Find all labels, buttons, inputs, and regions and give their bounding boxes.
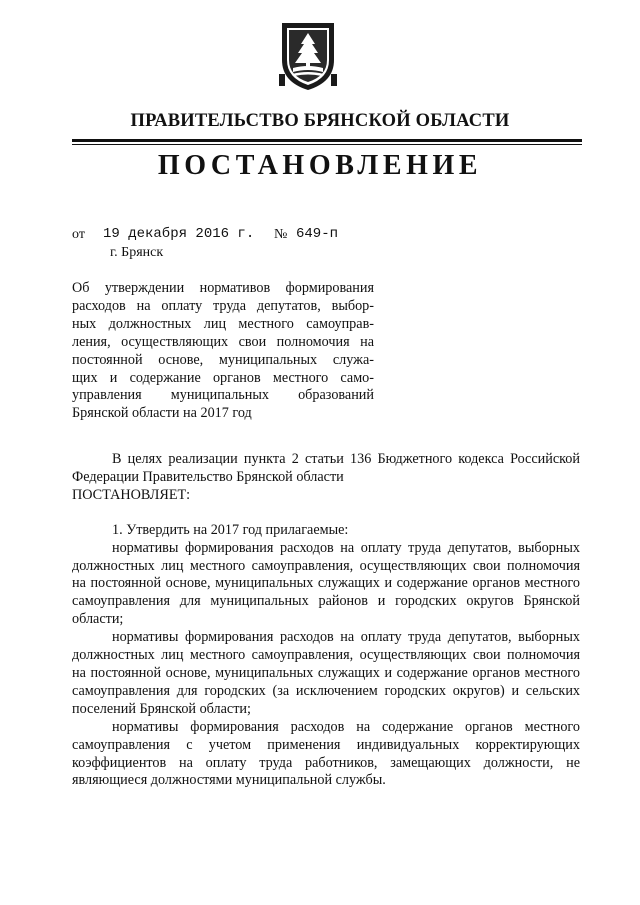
resolves-keyword: ПОСТАНОВЛЯЕТ: (72, 486, 191, 503)
document-body (72, 451, 580, 790)
preamble-paragraph: В целях реализации пункта 2 статьи 136 Бюджетного кодекса Российской Федерации Правительство Брянской области (72, 451, 580, 485)
subject-line: управления муниципальных образований (72, 387, 374, 404)
document-subject (72, 280, 374, 423)
subject-line: Об утверждении нормативов формирования (72, 280, 374, 296)
subject-line: Брянской области на 2017 год (72, 405, 252, 422)
header-rule-thick (72, 139, 582, 142)
document-city: г. Брянск (110, 245, 164, 260)
norm-3-paragraph: нормативы формирования расходов на содержание органов местного самоуправления с учетом применения индивидуальных корректирующих коэффициентов на оплату труда работников, замещающих должности, не являющиеся должностями муниципальной службы. (72, 718, 580, 789)
authority-title: ПРАВИТЕЛЬСТВО БРЯНСКОЙ ОБЛАСТИ (130, 111, 510, 131)
paragraph-gap (72, 505, 580, 522)
date-from-label: от (72, 227, 85, 242)
document-number: 649-п (296, 226, 339, 242)
number-label: № (274, 227, 288, 242)
norm-1-paragraph: нормативы формирования расходов на оплату труда депутатов, выборных должностных лиц местного самоуправления, осуществляющих свои полномочия на постоянной основе, муниципальных служащих и содержание органов местного самоуправления для муниципальных районов и городских округов Брянской области; (72, 539, 580, 628)
coat-of-arms-icon (278, 20, 338, 92)
subject-line: щих и содержание органов местного само- (72, 369, 374, 386)
header-rule-thin (72, 144, 582, 145)
item-1-paragraph: 1. Утвердить на 2017 год прилагаемые: (112, 521, 349, 538)
document-date: 19 декабря 2016 г. (103, 226, 255, 242)
norm-2-paragraph: нормативы формирования расходов на оплату труда депутатов, выборных должностных лиц местного самоуправления, осуществляющих свои полномочия на постоянной основе, муниципальных служащих и содержание органов местного самоуправления для городских (за исключением городских округов) и сельских поселений Брянской области; (72, 629, 580, 717)
subject-line: ления, осуществляющих свои полномочия на (72, 333, 374, 350)
subject-line: ных должностных лиц местного самоуправ- (72, 315, 374, 332)
subject-line: постоянной основе, муниципальных служа- (72, 351, 374, 368)
subject-line: расходов на оплату труда депутатов, выбор- (72, 297, 374, 314)
document-type: ПОСТАНОВЛЕНИЕ (157, 150, 483, 181)
